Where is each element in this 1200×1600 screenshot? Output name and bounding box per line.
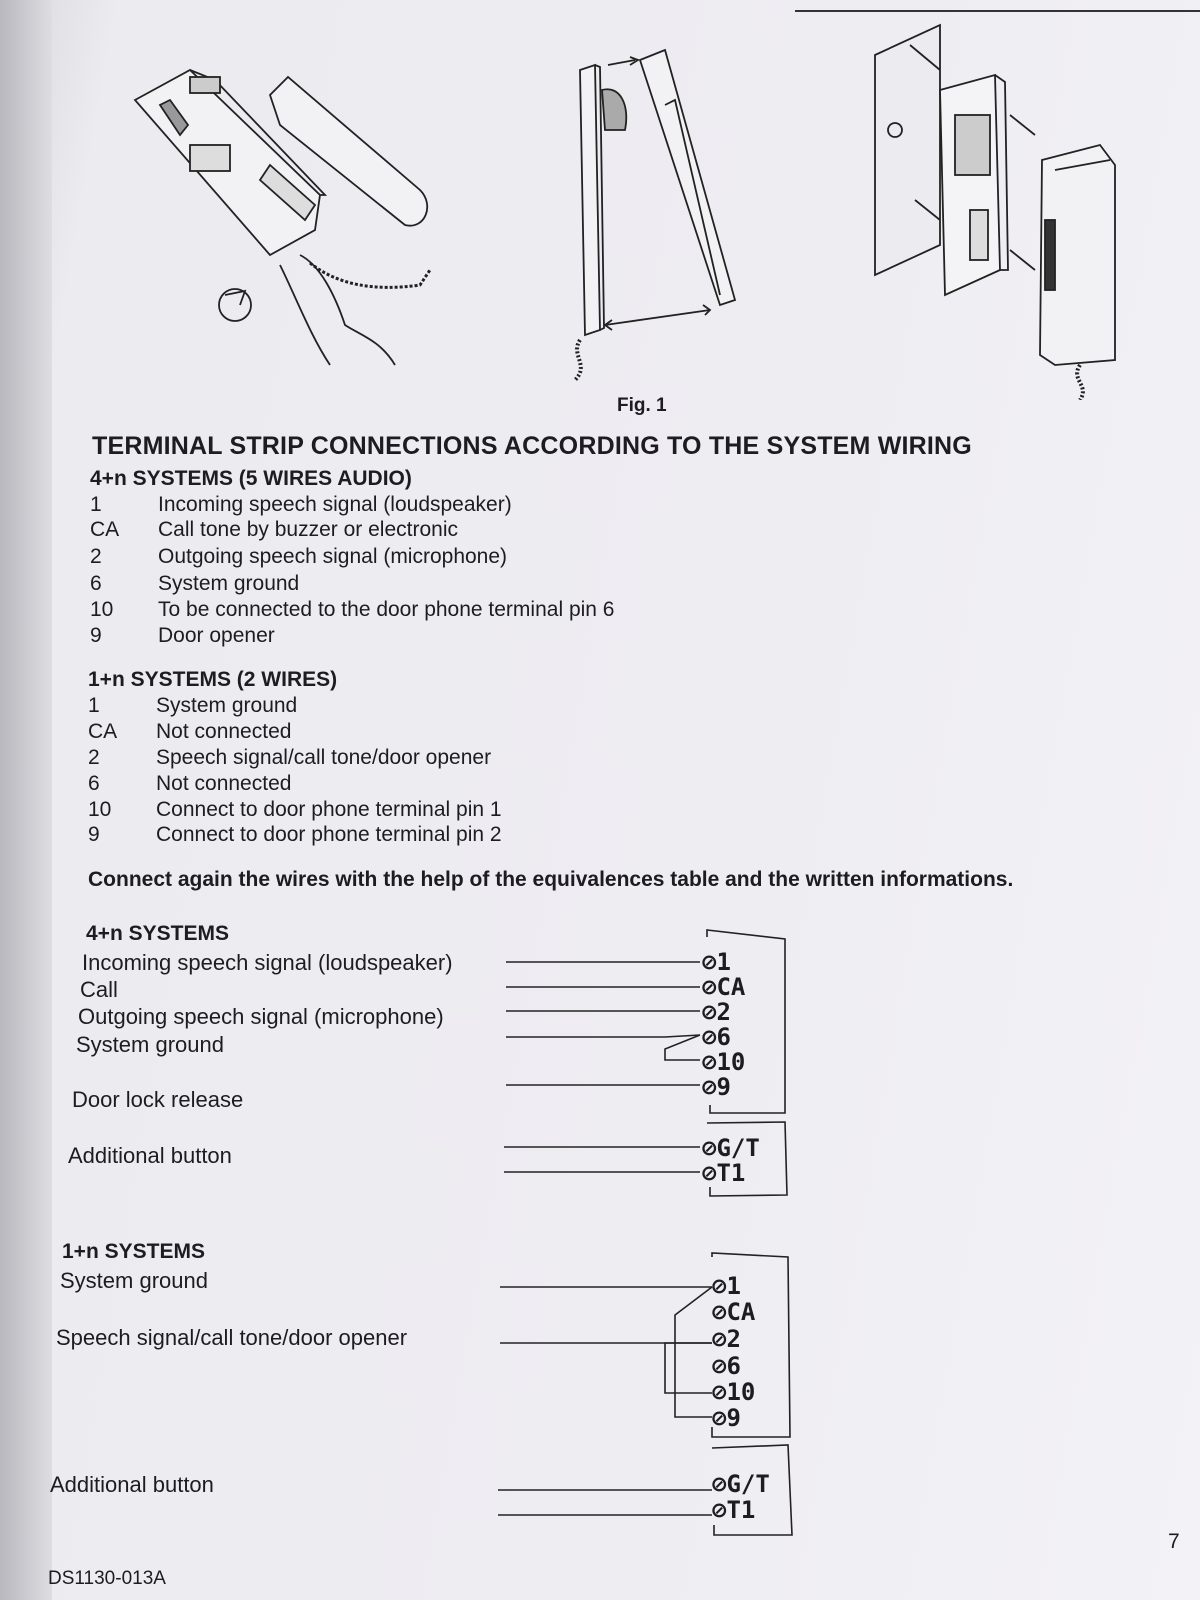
terminal-label: ⊘10 bbox=[702, 1048, 746, 1076]
instruction-text: Connect again the wires with the help of the equivalences table and the written informations. bbox=[88, 868, 1014, 891]
list-item: 9 Door opener bbox=[90, 624, 275, 647]
list-item: CA Call tone by buzzer or electronic bbox=[90, 518, 458, 541]
terminal-label: ⊘CA bbox=[702, 973, 746, 1001]
figure-caption: Fig. 1 bbox=[617, 395, 667, 416]
terminal-diagram-4n bbox=[490, 925, 800, 1205]
wire-label: System ground bbox=[60, 1268, 208, 1293]
section-4n-title: 4+n SYSTEMS (5 WIRES AUDIO) bbox=[90, 467, 412, 490]
terminal-label: ⊘1 bbox=[702, 948, 731, 976]
list-item: 2 Speech signal/call tone/door opener bbox=[88, 746, 492, 769]
diagram-1n-title: 1+n SYSTEMS bbox=[62, 1240, 205, 1263]
list-item: 6 System ground bbox=[90, 572, 300, 595]
diagram-4n-title: 4+n SYSTEMS bbox=[86, 922, 229, 945]
terminal-label: ⊘G/T bbox=[702, 1134, 760, 1162]
list-item: 10 To be connected to the door phone terminal pin 6 bbox=[90, 598, 615, 621]
wire-label: System ground bbox=[76, 1032, 224, 1057]
terminal-label: ⊘T1 bbox=[702, 1159, 746, 1187]
terminal-label: ⊘2 bbox=[702, 998, 731, 1026]
wall-mount-illustration bbox=[870, 20, 1140, 400]
terminal-label: ⊘10 bbox=[712, 1378, 756, 1406]
terminal-label: ⊘2 bbox=[712, 1325, 741, 1353]
wire-label: Additional button bbox=[68, 1143, 232, 1168]
header-rule bbox=[795, 10, 1200, 12]
list-item: CA Not connected bbox=[88, 720, 292, 743]
wire-label: Call bbox=[80, 977, 118, 1002]
list-item: 10 Connect to door phone terminal pin 1 bbox=[88, 798, 502, 821]
terminal-label: ⊘CA bbox=[712, 1298, 756, 1326]
document-code: DS1130-013A bbox=[48, 1568, 166, 1589]
terminal-label: ⊘6 bbox=[712, 1352, 741, 1380]
terminal-label: ⊘1 bbox=[712, 1272, 741, 1300]
list-item: 1 Incoming speech signal (loudspeaker) bbox=[90, 493, 512, 516]
wire-label: Door lock release bbox=[72, 1087, 244, 1112]
terminal-label: ⊘G/T bbox=[712, 1470, 770, 1498]
list-item: 1 System ground bbox=[88, 694, 298, 717]
page-heading: TERMINAL STRIP CONNECTIONS ACCORDING TO THE SYSTEM WIRING bbox=[92, 432, 972, 460]
page-number: 7 bbox=[1168, 1530, 1180, 1553]
wire-label: Incoming speech signal (loudspeaker) bbox=[82, 950, 453, 975]
handset-illustration bbox=[120, 55, 450, 385]
wire-label: Outgoing speech signal (microphone) bbox=[78, 1004, 444, 1029]
wire-label: Additional button bbox=[50, 1472, 214, 1497]
list-item: 6 Not connected bbox=[88, 772, 292, 795]
terminal-label: ⊘T1 bbox=[712, 1496, 756, 1524]
list-item: 9 Connect to door phone terminal pin 2 bbox=[88, 823, 502, 846]
section-1n-title: 1+n SYSTEMS (2 WIRES) bbox=[88, 668, 338, 691]
terminal-label: ⊘6 bbox=[702, 1023, 731, 1051]
terminal-label: ⊘9 bbox=[702, 1073, 731, 1101]
terminal-label: ⊘9 bbox=[712, 1404, 741, 1432]
side-view-illustration bbox=[560, 45, 760, 390]
list-item: 2 Outgoing speech signal (microphone) bbox=[90, 545, 508, 568]
page-spine bbox=[0, 0, 52, 1600]
wire-label: Speech signal/call tone/door opener bbox=[56, 1325, 408, 1350]
